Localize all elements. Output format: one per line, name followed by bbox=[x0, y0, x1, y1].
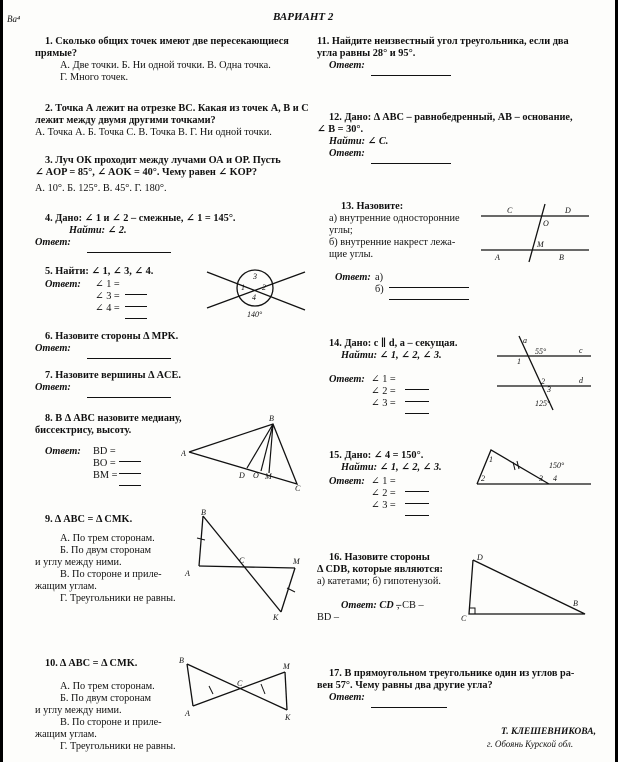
q13-a-blank[interactable] bbox=[389, 279, 469, 288]
q2-options: А. Точка А. Б. Точка С. В. Точка В. Г. Ни одной точки. bbox=[35, 127, 272, 138]
q10-fig-M: M bbox=[283, 662, 290, 671]
author-name: Т. КЛЕШЕВНИКОВА, bbox=[501, 727, 596, 737]
q12-answer-label: Ответ: bbox=[329, 148, 365, 159]
q7-text: 7. Назовите вершины Δ ACE. bbox=[45, 370, 181, 381]
q5-a4: ∠ 4 = bbox=[95, 303, 120, 314]
q12-text-3: Найти: ∠ C. bbox=[329, 136, 389, 147]
q9-option-1: А. По трем сторонам. bbox=[60, 533, 155, 544]
q13-b-label: б) bbox=[375, 284, 384, 295]
q5-fig-label-1: 1 bbox=[241, 283, 245, 292]
q9-figure bbox=[177, 508, 305, 620]
q16-fig-C: C bbox=[461, 614, 467, 622]
q17-text-2: вен 57°. Чему равны два другие угла? bbox=[317, 680, 493, 691]
q14-fig-d: d bbox=[579, 376, 583, 385]
q16-cb-label: , CB – bbox=[397, 600, 424, 611]
q13-fig-B: B bbox=[559, 253, 564, 262]
q12-text-2: ∠ B = 30°. bbox=[317, 124, 364, 135]
q14-fig-c: c bbox=[579, 346, 583, 355]
q10-fig-B: B bbox=[179, 656, 184, 665]
q4-text-1: 4. Дано: ∠ 1 и ∠ 2 – смежные, ∠ 1 = 145°. bbox=[45, 213, 236, 224]
q15-figure bbox=[469, 444, 595, 490]
q5-text-1: 5. Найти: ∠ 1, ∠ 3, ∠ 4. bbox=[45, 266, 154, 277]
q3-text-2: ∠ AOP = 85°, ∠ AOK = 40°. Чему равен ∠ KOP? bbox=[35, 167, 258, 178]
q15-a1-blank[interactable] bbox=[405, 483, 429, 492]
q8-a2-blank[interactable] bbox=[119, 465, 141, 474]
q4-text-2: Найти: ∠ 2. bbox=[69, 225, 127, 236]
q1-text-1: 1. Сколько общих точек имеют две пересекающиеся bbox=[45, 36, 289, 47]
q5-a3-blank[interactable] bbox=[125, 298, 147, 307]
q5-fig-label-2: 2 bbox=[262, 283, 266, 292]
q8-text-1: 8. В Δ ABC назовите медиану, bbox=[45, 413, 182, 424]
q15-a1: ∠ 1 = bbox=[371, 476, 396, 487]
q13-fig-M: M bbox=[537, 240, 544, 249]
q12-answer-blank[interactable] bbox=[371, 155, 451, 164]
q15-a2: ∠ 2 = bbox=[371, 488, 396, 499]
q9-text: 9. Δ ABC = Δ CMK. bbox=[45, 514, 133, 525]
q13-text-2: а) внутренние односторонние bbox=[329, 213, 460, 224]
q9-option-3a: В. По стороне и приле- bbox=[60, 569, 162, 580]
q8-a2: BO = bbox=[93, 458, 116, 469]
q16-answer-label: Ответ: CD – bbox=[341, 600, 402, 611]
q1-options-1: А. Две точки. Б. Ни одной точки. В. Одна точка. bbox=[60, 60, 271, 71]
q2-text-2: лежит между двумя другими точками? bbox=[35, 115, 216, 126]
q14-figure bbox=[491, 334, 595, 414]
q15-fig-1: 1 bbox=[489, 455, 493, 464]
q11-text-1: 11. Найдите неизвестный угол треугольника, если два bbox=[317, 36, 569, 47]
worksheet bbox=[3, 0, 615, 762]
q3-text-1: 3. Луч ОК проходит между лучами ОА и ОР. Пусть bbox=[45, 155, 281, 166]
q6-answer-blank[interactable] bbox=[87, 350, 171, 359]
q9-fig-C: C bbox=[239, 556, 245, 565]
q13-b-blank[interactable] bbox=[389, 291, 469, 300]
q5-answer-label: Ответ: bbox=[45, 279, 81, 290]
q8-fig-M: M bbox=[265, 472, 272, 481]
q9-option-2a: Б. По двум сторонам bbox=[60, 545, 152, 556]
q3-options: А. 10°. Б. 125°. В. 45°. Г. 180°. bbox=[35, 183, 167, 194]
q5-fig-label-4: 4 bbox=[252, 293, 256, 302]
q9-option-4: Г. Треугольники не равны. bbox=[60, 593, 176, 604]
q15-answer-label: Ответ: bbox=[329, 476, 365, 487]
q8-a1-blank[interactable] bbox=[119, 453, 141, 462]
corner-mark: Ва⁴ bbox=[7, 14, 21, 24]
q10-option-3a: В. По стороне и приле- bbox=[60, 717, 162, 728]
q1-options-2: Г. Много точек. bbox=[60, 72, 129, 83]
q15-fig-2: 2 bbox=[481, 474, 485, 483]
q10-option-2a: Б. По двум сторонам bbox=[60, 693, 152, 704]
q15-fig-angle: 150° bbox=[549, 461, 565, 470]
q6-text: 6. Назовите стороны Δ MPK. bbox=[45, 331, 179, 342]
q15-text-2: Найти: ∠ 1, ∠ 2, ∠ 3. bbox=[341, 462, 442, 473]
q8-fig-O: O bbox=[253, 471, 259, 480]
q13-text-5: щие углы. bbox=[329, 249, 374, 260]
q8-fig-B: B bbox=[269, 414, 274, 423]
q8-fig-A: A bbox=[181, 449, 186, 458]
q13-fig-D: D bbox=[565, 206, 571, 215]
q9-option-3b: жащим углам. bbox=[35, 581, 97, 592]
q15-fig-3: 3 bbox=[539, 474, 543, 483]
q13-fig-A: A bbox=[495, 253, 500, 262]
q14-fig-a: a bbox=[523, 336, 527, 345]
q14-fig-2: 2 bbox=[541, 377, 545, 386]
q14-fig-1: 1 bbox=[517, 357, 521, 366]
q5-fig-label-3: 3 bbox=[253, 272, 257, 281]
q9-option-2b: и углу между ними. bbox=[35, 557, 122, 568]
q13-text-3: углы; bbox=[329, 225, 353, 236]
q14-fig-angle-2: 125° bbox=[535, 399, 551, 408]
q9-fig-K: K bbox=[273, 613, 279, 620]
q13-text-1: 13. Назовите: bbox=[341, 201, 404, 212]
q7-answer-label: Ответ: bbox=[35, 382, 71, 393]
q8-answer-label: Ответ: bbox=[45, 446, 81, 457]
q15-fig-4: 4 bbox=[553, 474, 557, 483]
q5-fig-angle: 140° bbox=[247, 310, 263, 319]
q8-fig-C: C bbox=[295, 484, 301, 492]
q8-figure bbox=[181, 412, 307, 492]
q7-answer-blank[interactable] bbox=[87, 389, 171, 398]
q11-answer-blank[interactable] bbox=[371, 67, 451, 76]
q8-a1: BD = bbox=[93, 446, 116, 457]
q8-a3-blank[interactable] bbox=[119, 477, 141, 486]
q4-answer-blank[interactable] bbox=[87, 244, 171, 253]
q8-text-2: биссектрису, высоту. bbox=[35, 425, 132, 436]
q16-fig-B: B bbox=[573, 599, 578, 608]
q16-text-3: а) катетами; б) гипотенузой. bbox=[317, 576, 441, 587]
q6-answer-label: Ответ: bbox=[35, 343, 71, 354]
q14-fig-3: 3 bbox=[547, 385, 551, 394]
page-title: ВАРИАНТ 2 bbox=[273, 11, 334, 23]
q1-text-2: прямые? bbox=[35, 48, 78, 59]
q9-fig-A: A bbox=[185, 569, 190, 578]
author-place: г. Обоянь Курской обл. bbox=[487, 739, 574, 749]
q13-a-label: а) bbox=[375, 272, 383, 283]
q14-a3: ∠ 3 = bbox=[371, 398, 396, 409]
q14-a1: ∠ 1 = bbox=[371, 374, 396, 385]
q16-text-1: 16. Назовите стороны bbox=[329, 552, 430, 563]
q10-fig-A: A bbox=[185, 709, 190, 718]
q10-fig-C: C bbox=[237, 679, 243, 688]
q14-a2-blank[interactable] bbox=[405, 393, 429, 402]
q8-fig-D: D bbox=[239, 471, 245, 480]
q9-fig-M: M bbox=[293, 557, 300, 566]
q13-fig-C: C bbox=[507, 206, 513, 215]
q5-a4-blank[interactable] bbox=[125, 310, 147, 319]
q14-a3-blank[interactable] bbox=[405, 405, 429, 414]
q16-text-2: Δ CDB, которые являются: bbox=[317, 564, 443, 575]
q4-answer-label: Ответ: bbox=[35, 237, 71, 248]
q15-text-1: 15. Дано: ∠ 4 = 150°. bbox=[329, 450, 424, 461]
q10-option-4: Г. Треугольники не равны. bbox=[60, 741, 176, 752]
q8-a3: BM = bbox=[93, 470, 118, 481]
q10-option-2b: и углу между ними. bbox=[35, 705, 122, 716]
q10-fig-K: K bbox=[285, 713, 291, 722]
q15-a3-blank[interactable] bbox=[405, 507, 429, 516]
q16-figure bbox=[461, 552, 593, 622]
q10-text: 10. Δ ABC = Δ CMK. bbox=[45, 658, 138, 669]
q10-figure bbox=[175, 654, 303, 724]
q14-text-1: 14. Дано: c ∥ d, a – секущая. bbox=[329, 338, 458, 349]
q17-answer-label: Ответ: bbox=[329, 692, 365, 703]
q11-text-2: угла равны 28° и 95°. bbox=[317, 48, 416, 59]
q14-a1-blank[interactable] bbox=[405, 381, 429, 390]
q12-text-1: 12. Дано: Δ ABC – равнобедренный, AB – основание, bbox=[329, 112, 573, 123]
q10-option-1: А. По трем сторонам. bbox=[60, 681, 155, 692]
q16-fig-D: D bbox=[477, 553, 483, 562]
q2-text-1: 2. Точка А лежит на отрезке ВС. Какая из точек А, В и С bbox=[45, 103, 309, 114]
q14-fig-angle-1: 55° bbox=[535, 347, 547, 356]
q5-figure bbox=[201, 264, 313, 320]
q13-text-4: б) внутренние накрест лежа- bbox=[329, 237, 456, 248]
q5-a1: ∠ 1 = bbox=[95, 279, 120, 290]
q13-figure bbox=[477, 202, 593, 264]
q17-text-1: 17. В прямоугольном треугольнике один из углов ра- bbox=[329, 668, 575, 679]
q5-a1-blank[interactable] bbox=[125, 286, 147, 295]
q14-a2: ∠ 2 = bbox=[371, 386, 396, 397]
q13-answer-label: Ответ: bbox=[335, 272, 371, 283]
q17-answer-blank[interactable] bbox=[371, 699, 447, 708]
q15-a3: ∠ 3 = bbox=[371, 500, 396, 511]
q9-fig-B: B bbox=[201, 508, 206, 517]
q13-fig-O: O bbox=[543, 219, 549, 228]
q11-answer-label: Ответ: bbox=[329, 60, 365, 71]
q16-bd-label: BD – bbox=[317, 612, 340, 623]
q14-text-2: Найти: ∠ 1, ∠ 2, ∠ 3. bbox=[341, 350, 442, 361]
q5-a3: ∠ 3 = bbox=[95, 291, 120, 302]
q10-option-3b: жащим углам. bbox=[35, 729, 97, 740]
q15-a2-blank[interactable] bbox=[405, 495, 429, 504]
q14-answer-label: Ответ: bbox=[329, 374, 365, 385]
